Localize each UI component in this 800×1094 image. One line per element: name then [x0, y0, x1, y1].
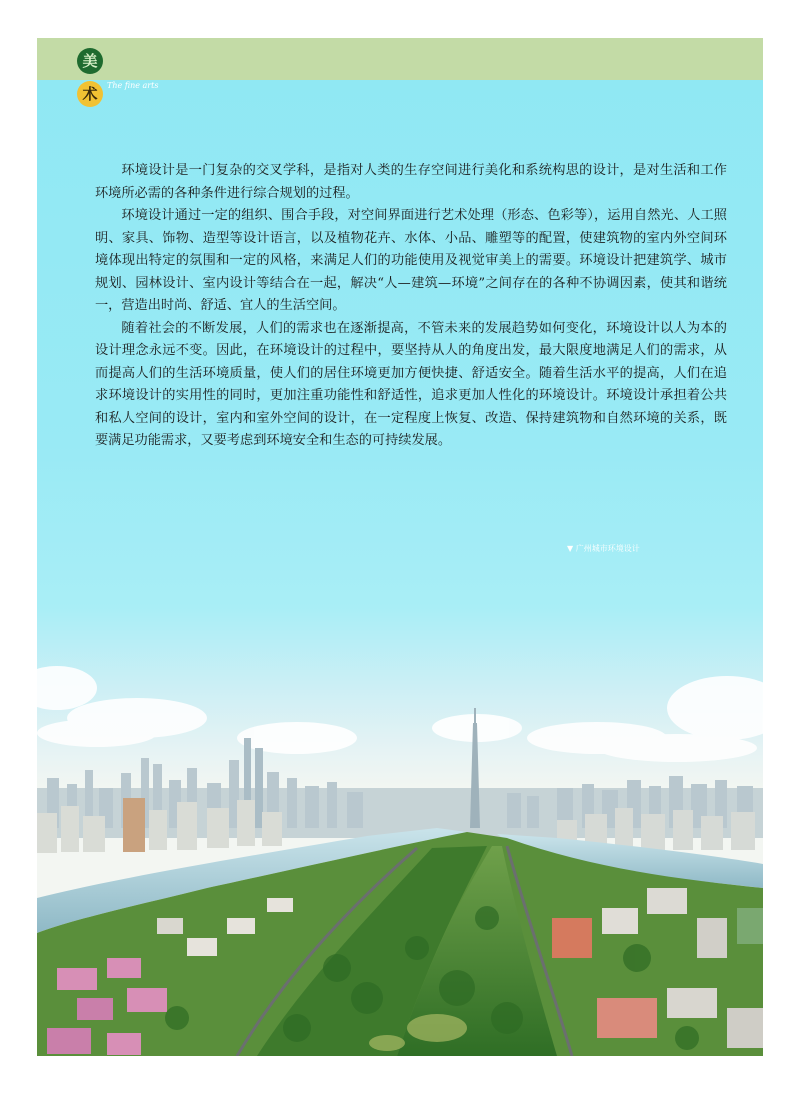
- logo-bottom-glyph: 术: [82, 85, 98, 103]
- magazine-page: [37, 38, 763, 1056]
- article-paragraph: 环境设计通过一定的组织、围合手段，对空间界面进行艺术处理（形态、色彩等），运用自然光、人工照明、家具、饰物、造型等设计语言，以及植物花卉、水体、小品、雕塑等的配置，使建筑物的室内外空间环境体现出特定的氛围和一定的风格，来满足人们的功能使用及视觉审美上的需要。环境设计把建筑学、城市规划、园林设计、室内设计等结合在一起，解决“人—建筑—环境”之间存在的各种不协调因素，使其和谐统一，营造出时尚、舒适、宜人的生活空间。: [95, 208, 727, 313]
- city-aerial-photo: [37, 588, 763, 1056]
- section-tagline: The fine arts: [107, 81, 159, 90]
- photo-caption: ▼ 广州城市环境设计: [567, 544, 640, 553]
- logo-top-glyph: 美: [82, 52, 98, 70]
- clouds: [37, 666, 763, 762]
- article-body: [95, 160, 727, 453]
- art-logo: [77, 48, 103, 114]
- header-band: [37, 38, 763, 80]
- article-paragraph: 环境设计是一门复杂的交叉学科，是指对人类的生存空间进行美化和系统构思的设计，是对生活和工作环境所必需的各种条件进行综合规划的过程。: [95, 163, 727, 201]
- article-paragraph: 随着社会的不断发展，人们的需求也在逐渐提高，不管未来的发展趋势如何变化，环境设计以人为本的设计理念永远不变。因此，在环境设计的过程中，要坚持从人的角度出发，最大限度地满足人们的需求，从而提高人们的生活环境质量，使人们的居住环境更加方便快捷、舒适安全。随着生活水平的提高，人们在追求环境设计的实用性的同时，更加注重功能性和舒适性，追求更加人性化的环境设计。环境设计承担着公共和私人空间的设计，室内和室外空间的设计，在一定程度上恢复、改造、保持建筑物和自然环境的关系，既要满足功能需求，又要考虑到环境安全和生态的可持续发展。: [95, 320, 727, 448]
